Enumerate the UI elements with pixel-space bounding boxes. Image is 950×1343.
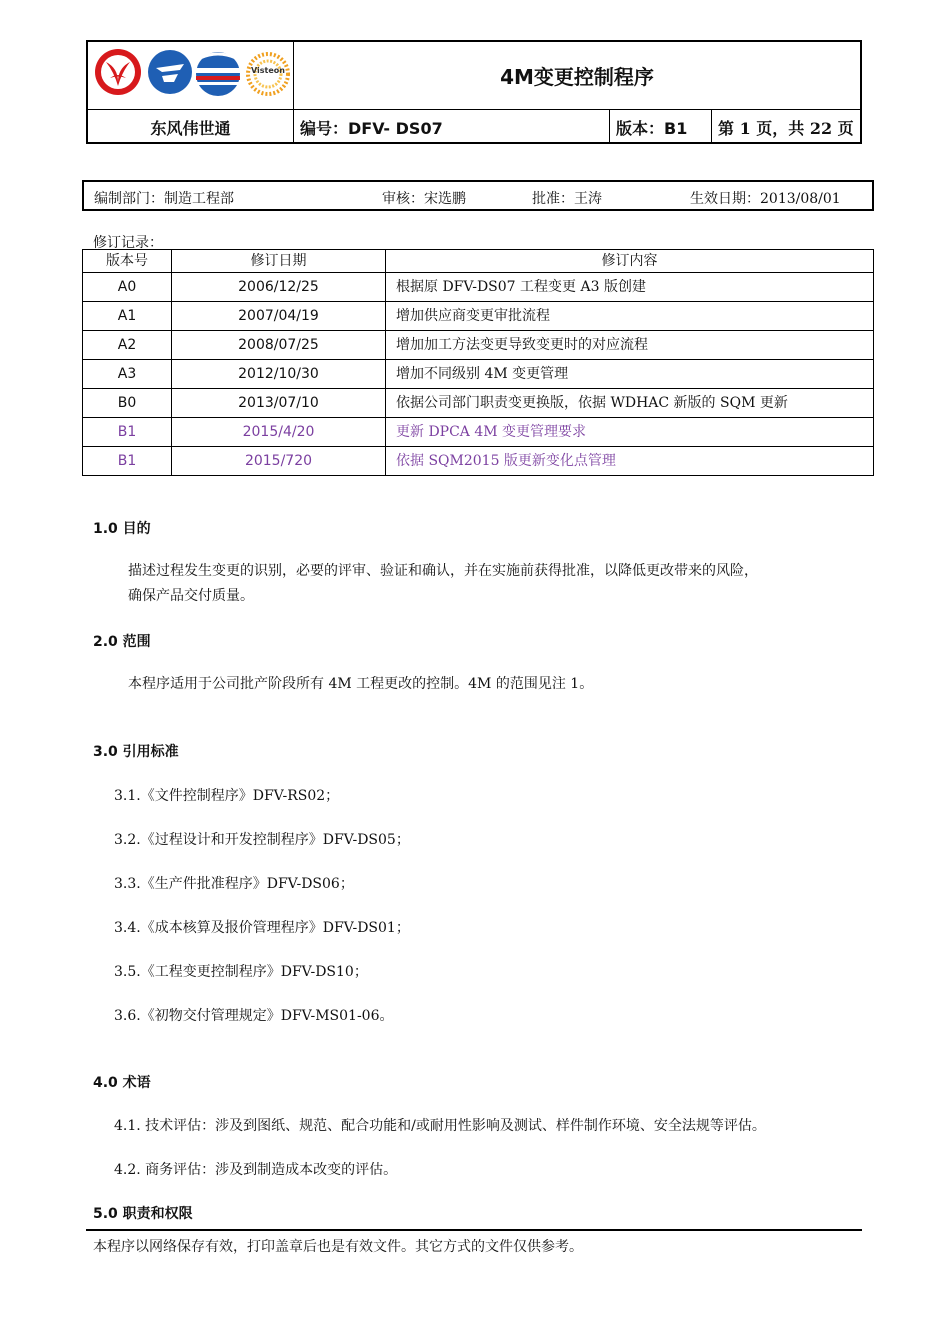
row-date: 2008/07/25 bbox=[172, 331, 386, 360]
row-date: 2015/4/20 bbox=[172, 418, 386, 447]
visteon-logo-icon bbox=[248, 54, 288, 94]
page-indicator: 第 1 页，共 22 页 bbox=[718, 118, 854, 138]
reviewer-label: 审核：宋选鹏 bbox=[382, 191, 466, 207]
row-version: B1 bbox=[83, 447, 172, 476]
row-version: B1 bbox=[83, 418, 172, 447]
row-content: 更新 DPCA 4M 变更管理要求 bbox=[386, 418, 874, 447]
revision-label: 修订记录： bbox=[93, 235, 163, 251]
revision-table bbox=[82, 249, 874, 476]
approver-label: 批准：王涛 bbox=[532, 191, 602, 207]
logo-area bbox=[88, 42, 294, 110]
row-version: B0 bbox=[83, 389, 172, 418]
row-version: A3 bbox=[83, 360, 172, 389]
dongfeng-logo-icon bbox=[95, 49, 141, 95]
row-content: 增加加工方法变更导致变更时的对应流程 bbox=[386, 331, 874, 360]
row-date: 2007/04/19 bbox=[172, 302, 386, 331]
row-version: A0 bbox=[83, 273, 172, 302]
row-date: 2006/12/25 bbox=[172, 273, 386, 302]
table-row bbox=[83, 447, 874, 476]
section-1-text-line-1: 描述过程发生变更的识别，必要的评审、验证和确认，并在实施前获得批准，以降低更改带来的风险， bbox=[128, 563, 758, 579]
reference-item: 3.3.《生产件批准程序》DFV-DS06； bbox=[114, 876, 354, 892]
striped-emblem-icon bbox=[196, 52, 240, 96]
reference-item: 3.2.《过程设计和开发控制程序》DFV-DS05； bbox=[114, 832, 410, 848]
row-content: 增加不同级别 4M 变更管理 bbox=[386, 360, 874, 389]
section-3-heading: 3.0 引用标准 bbox=[93, 744, 179, 760]
table-row bbox=[83, 360, 874, 389]
document-title: 4M变更控制程序 bbox=[294, 42, 860, 110]
document-code: 编号：DFV- DS07 bbox=[294, 110, 610, 144]
company-logos bbox=[88, 42, 292, 108]
table-row bbox=[83, 302, 874, 331]
footer-divider bbox=[86, 1229, 862, 1231]
approval-strip bbox=[82, 180, 874, 211]
visteon-logo-text: Visteon bbox=[251, 66, 285, 75]
row-date: 2015/720 bbox=[172, 447, 386, 476]
table-header-row bbox=[83, 250, 874, 273]
row-content: 根据原 DFV-DS07 工程变更 A3 版创建 bbox=[386, 273, 874, 302]
row-content: 增加供应商变更审批流程 bbox=[386, 302, 874, 331]
row-content: 依据 SQM2015 版更新变化点管理 bbox=[386, 447, 874, 476]
row-version: A2 bbox=[83, 331, 172, 360]
header-version: 版本号 bbox=[83, 250, 172, 273]
section-2-heading: 2.0 范围 bbox=[93, 634, 151, 650]
term-item: 4.1. 技术评估：涉及到图纸、规范、配合功能和/或耐用性影响及测试、样件制作环境、安全法规等评估。 bbox=[114, 1118, 766, 1134]
section-5-heading: 5.0 职责和权限 bbox=[93, 1206, 193, 1222]
section-4-heading: 4.0 术语 bbox=[93, 1075, 151, 1091]
row-content: 依据公司部门职责变更换版，依据 WDHAC 新版的 SQM 更新 bbox=[386, 389, 874, 418]
row-date: 2012/10/30 bbox=[172, 360, 386, 389]
dfv-emblem-icon bbox=[148, 50, 192, 94]
header-content: 修订内容 bbox=[386, 250, 874, 273]
reference-item: 3.5.《工程变更控制程序》DFV-DS10； bbox=[114, 964, 368, 980]
document-header bbox=[86, 40, 862, 144]
reference-item: 3.1.《文件控制程序》DFV-RS02； bbox=[114, 788, 340, 804]
section-2-text: 本程序适用于公司批产阶段所有 4M 工程更改的控制。4M 的范围见注 1。 bbox=[128, 676, 594, 692]
table-row bbox=[83, 389, 874, 418]
term-item: 4.2. 商务评估：涉及到制造成本改变的评估。 bbox=[114, 1162, 398, 1178]
document-version: 版本：B1 bbox=[610, 110, 712, 144]
row-date: 2013/07/10 bbox=[172, 389, 386, 418]
effective-date-label: 生效日期：2013/08/01 bbox=[690, 191, 841, 207]
department-label: 编制部门：制造工程部 bbox=[94, 191, 234, 207]
reference-item: 3.4.《成本核算及报价管理程序》DFV-DS01； bbox=[114, 920, 410, 936]
company-name: 东风伟世通 bbox=[88, 110, 294, 144]
row-version: A1 bbox=[83, 302, 172, 331]
reference-item: 3.6.《初物交付管理规定》DFV-MS01-06。 bbox=[114, 1008, 394, 1024]
section-1-text-line-2: 确保产品交付质量。 bbox=[128, 588, 254, 604]
footer-note: 本程序以网络保存有效，打印盖章后也是有效文件。其它方式的文件仅供参考。 bbox=[93, 1239, 583, 1255]
header-date: 修订日期 bbox=[172, 250, 386, 273]
table-row bbox=[83, 418, 874, 447]
section-1-heading: 1.0 目的 bbox=[93, 521, 151, 537]
table-row bbox=[83, 273, 874, 302]
table-row bbox=[83, 331, 874, 360]
